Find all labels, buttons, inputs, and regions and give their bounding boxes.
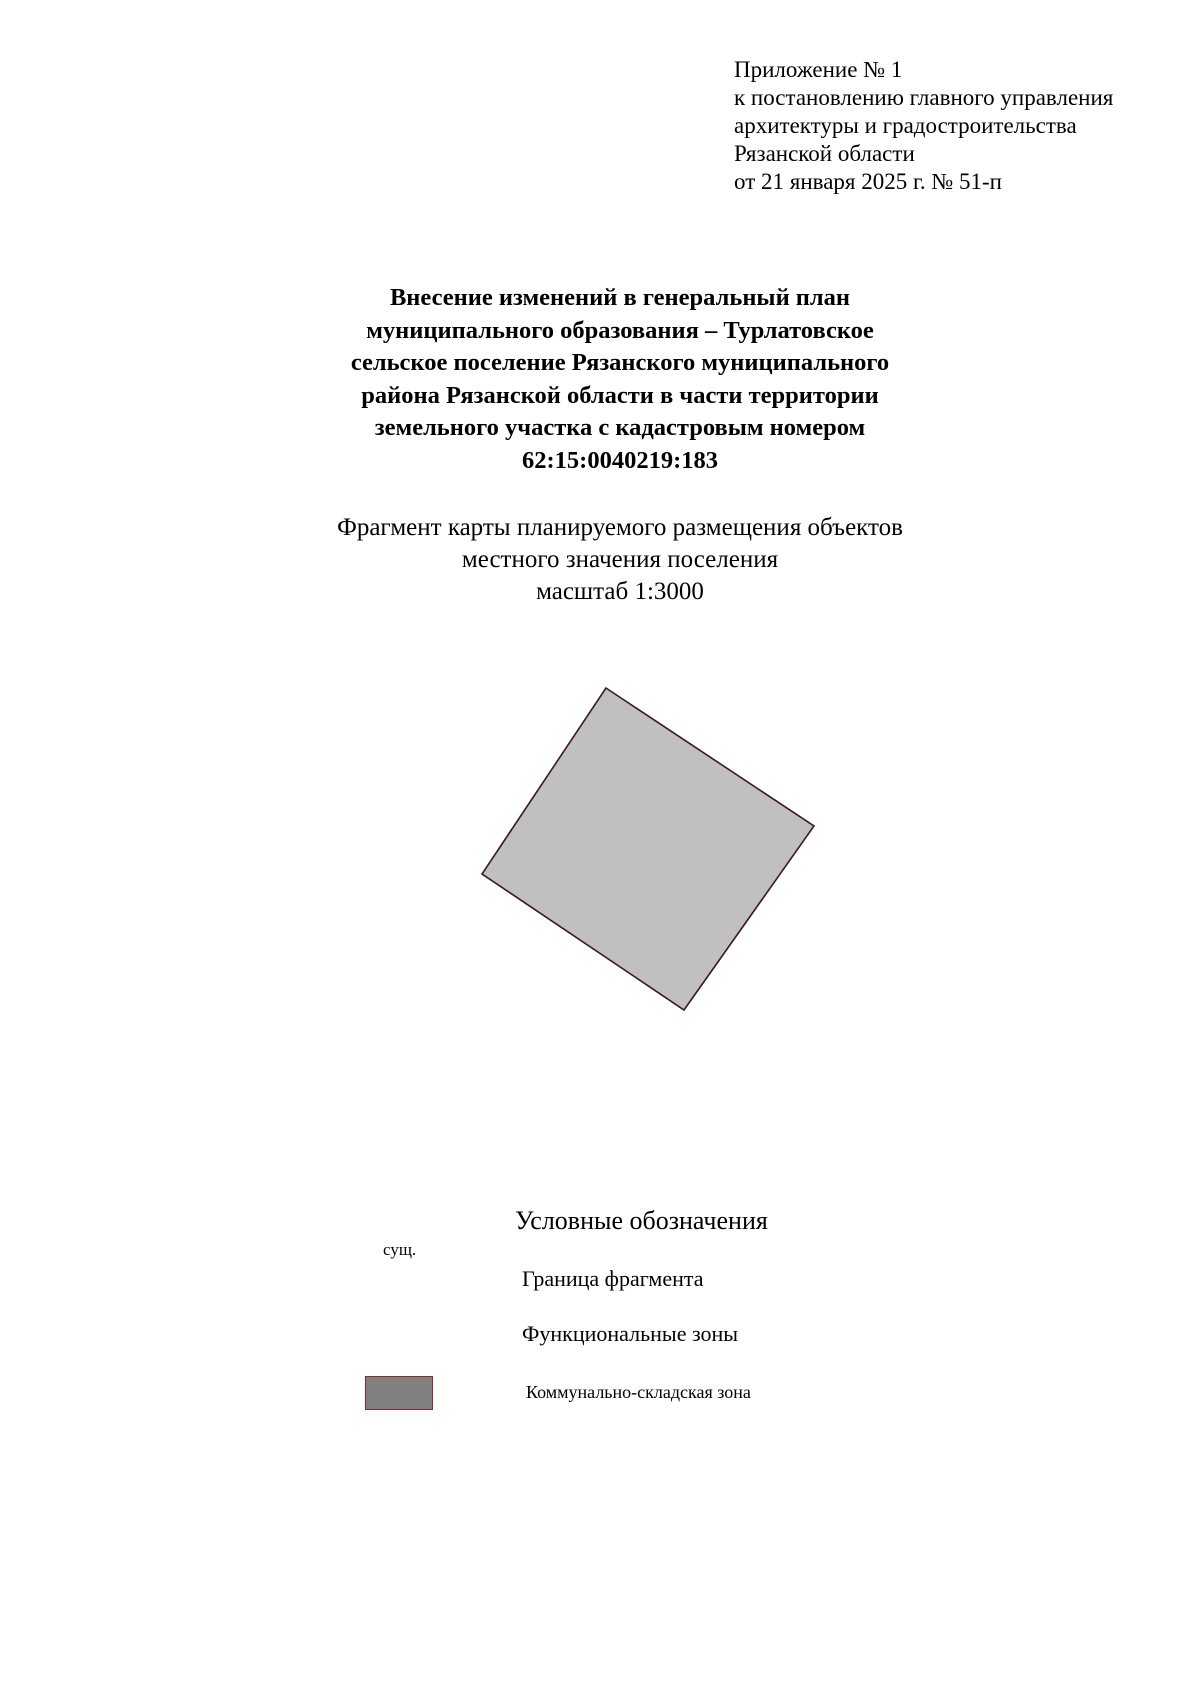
legend-zone-label: Коммунально-складская зона — [526, 1382, 751, 1402]
appendix-line: Рязанской области — [734, 141, 915, 166]
appendix-line: к постановлению главного управления — [734, 85, 1114, 110]
title-line: муниципального образования – Турлатовское — [366, 316, 874, 344]
subtitle-line: Фрагмент карты планируемого размещения объектов — [337, 514, 903, 541]
appendix-block — [734, 56, 1113, 196]
legend-title: Условные обозначения — [515, 1206, 768, 1235]
legend-boundary-label: Граница фрагмента — [522, 1266, 704, 1291]
scale-label: масштаб 1:3000 — [536, 578, 704, 605]
title-line: Внесение изменений в генеральный план — [389, 284, 851, 311]
appendix-line: архитектуры и градостроительства — [734, 113, 1077, 138]
title-line: 62:15:0040219:183 — [522, 446, 718, 474]
title-line: района Рязанской области в части территории — [361, 381, 879, 409]
document-title — [0, 282, 1200, 478]
map-fragment — [470, 670, 820, 1020]
legend-zones-label: Функциональные зоны — [522, 1321, 739, 1346]
appendix-line: Приложение № 1 — [734, 57, 903, 82]
appendix-line: от 21 января 2025 г. № 51-п — [734, 169, 1002, 194]
legend-existing-label: сущ. — [383, 1240, 417, 1259]
map-subtitle — [0, 512, 1200, 608]
land-parcel-polygon — [482, 688, 814, 1010]
subtitle-line: местного значения поселения — [461, 546, 779, 573]
title-line: земельного участка с кадастровым номером — [374, 414, 866, 442]
title-line: сельское поселение Рязанского муниципального — [350, 349, 890, 377]
legend-zone-swatch — [365, 1376, 433, 1410]
